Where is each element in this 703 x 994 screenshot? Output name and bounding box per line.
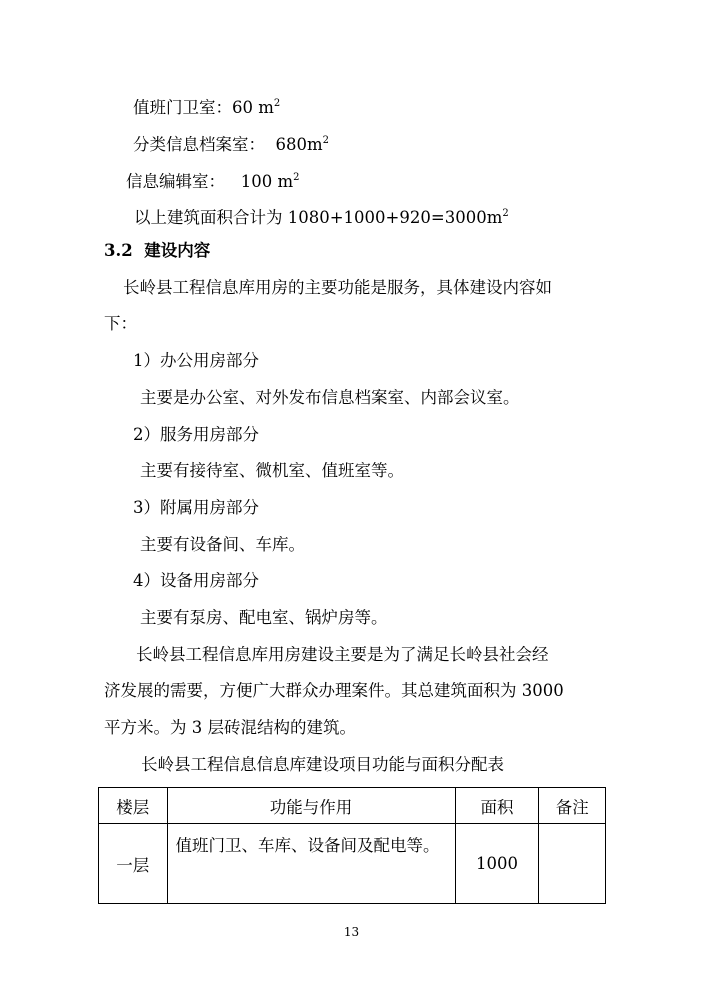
part-4-heading: 4）设备用房部分 [133,571,259,590]
archive-room-unit-sup: 2 [322,135,330,146]
summary-line-2: 济发展的需要，方便广大群众办理案件。其总建筑面积为 3000 [104,681,564,700]
cell-note [539,824,606,904]
edit-room-line [126,168,300,192]
edit-room-label: 信息编辑室： [126,172,225,191]
part-3-detail: 主要有设备间、车库。 [140,535,305,554]
table-row [99,824,606,904]
duty-room-value: 60 m [232,98,274,117]
header-area: 面积 [455,788,539,824]
header-note: 备注 [539,788,606,824]
section-number: 3.2 [104,241,133,260]
intro-line-2: 下： [104,314,137,333]
cell-area: 1000 [455,824,539,904]
area-allocation-table [98,787,606,904]
edit-room-unit-sup: 2 [293,172,300,183]
table-header-row [99,788,606,824]
edit-room-value: 100 m [240,172,294,191]
page-number: 13 [343,925,360,939]
duty-room-line [133,94,280,118]
total-area-line [134,204,509,228]
cell-floor: 一层 [99,824,168,904]
duty-room-unit-sup: 2 [273,98,281,109]
archive-room-label: 分类信息档案室： [133,135,265,154]
total-area-unit-sup: 2 [502,208,509,219]
summary-line-1: 长岭县工程信息库用房建设主要是为了满足长岭县社会经 [136,645,549,664]
intro-line-1: 长岭县工程信息库用房的主要功能是服务，具体建设内容如 [123,278,552,297]
part-2-heading: 2）服务用房部分 [133,425,259,444]
table-caption: 长岭县工程信息信息库建设项目功能与面积分配表 [141,755,504,774]
summary-line-3: 平方米。为 3 层砖混结构的建筑。 [104,718,356,737]
header-floor: 楼层 [99,788,168,824]
cell-function: 值班门卫、车库、设备间及配电等。 [167,824,455,904]
part-4-detail: 主要有泵房、配电室、锅炉房等。 [140,608,388,627]
section-title: 建设内容 [144,241,211,260]
total-area-text: 以上建筑面积合计为 1080+1000+920=3000m [134,208,503,227]
part-1-detail: 主要是办公室、对外发布信息档案室、内部会议室。 [140,388,520,407]
part-2-detail: 主要有接待室、微机室、值班室等。 [140,461,404,480]
archive-room-value: 680m [275,135,323,154]
section-heading [104,241,210,261]
header-function: 功能与作用 [167,788,455,824]
archive-room-line [133,131,329,155]
part-1-heading: 1）办公用房部分 [133,351,259,370]
part-3-heading: 3）附属用房部分 [133,498,259,517]
duty-room-label: 值班门卫室： [133,98,232,117]
